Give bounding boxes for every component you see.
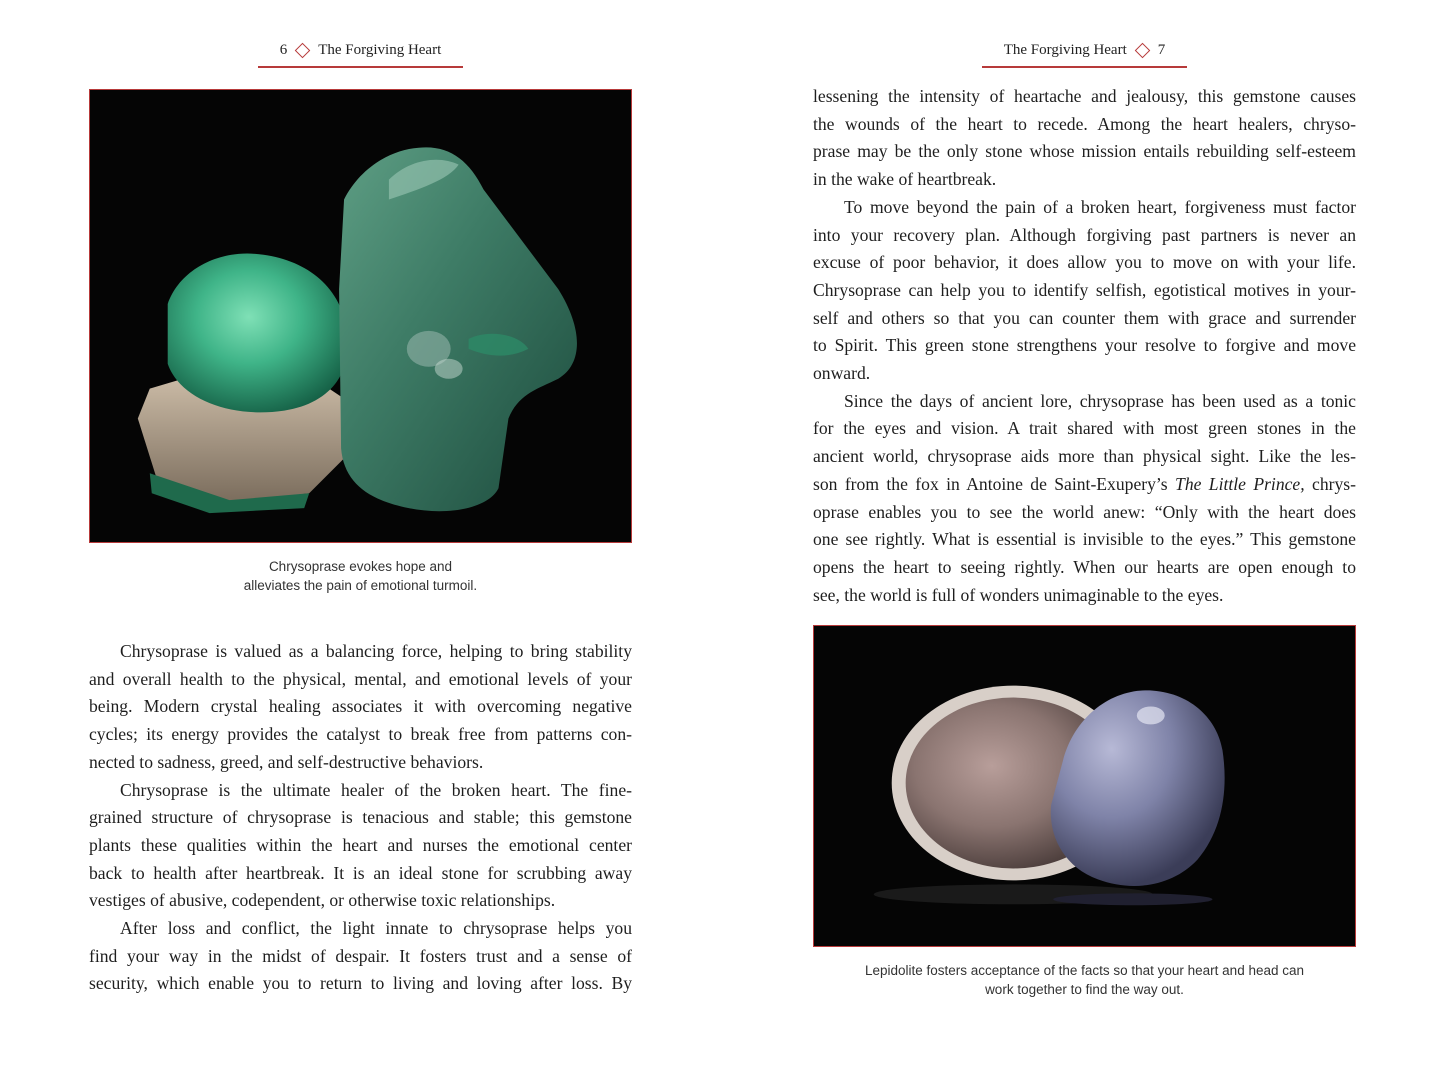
text-line: Chrysoprase is the ultimate healer of the broken heart. The fine- [120,779,632,800]
text-line: plants these qualities within the heart and nurses the emotional center [89,834,632,855]
left-running-title: The Forgiving Heart [318,41,442,58]
text-line: Since the days of ancient lore, chrysoprase has been used as a tonic [844,390,1356,411]
text-segment: chrys- [1304,473,1356,494]
text-line: into your recovery plan. Although forgiving past partners is never an [813,224,1356,245]
diamond-ornament-icon [295,42,311,58]
caption-line: work together to find the way out. [985,982,1184,997]
text-line: After loss and conflict, the light innate to chrysoprase helps you [120,918,632,939]
lepidolite-photo [813,625,1356,947]
text-line: Chrysoprase is valued as a balancing force, helping to bring stability [120,641,632,661]
text-line: Chrysoprase can help you to identify selfish, egotistical motives in your- [813,279,1356,300]
text-line: one see rightly. What is essential is invisible to the eyes.” This gemstone [813,529,1356,550]
caption-line: Chrysoprase evokes hope and [268,559,453,574]
right-running-head [982,40,1187,68]
text-line: see, the world is full of wonders unimaginable to the eyes. [813,584,1224,605]
text-line: to Spirit. This green stone strengthens your resolve to forgive and move [813,335,1356,356]
text-line: oprase enables you to see the world anew: “Only with the heart does [813,501,1356,522]
right-body-text [813,83,1356,609]
book-title: The Little Prince, [1175,473,1305,494]
left-running-head [258,40,463,68]
text-line: prase may be the only stone whose mission entails rebuilding self-esteem [813,141,1356,162]
text-line: the wounds of the heart to recede. Among the heart healers, chryso- [813,113,1356,134]
caption-line: alleviates the pain of emotional turmoil. [243,578,478,593]
text-line [813,471,1356,499]
chrysoprase-caption [89,557,632,595]
text-line: security, which enable you to return to living and loving after loss. By [89,973,632,994]
text-line: find your way in the midst of despair. It fosters trust and a sense of [89,945,632,966]
text-line: being. Modern crystal healing associates it with overcoming negative [89,696,632,717]
text-line: ancient world, chrysoprase aids more than physical sight. Like the les- [813,446,1356,467]
text-line: nected to sadness, greed, and self-destructive behaviors. [89,751,484,772]
text-line: opens the heart to seeing rightly. When our hearts are open enough to [813,556,1356,577]
right-running-title: The Forgiving Heart [1003,41,1127,58]
caption-line: Lepidolite fosters acceptance of the facts so that your heart and head can [864,963,1305,978]
text-line: onward. [813,363,871,384]
text-line: for the eyes and vision. A trait shared with most green stones in the [813,418,1356,439]
text-line: cycles; its energy provides the catalyst to break free from patterns con- [89,724,632,745]
text-segment: son from the fox in Antoine de Saint-Exupery’s [813,473,1176,494]
text-line: To move beyond the pain of a broken heart, forgiveness must factor [844,196,1356,217]
text-line: grained structure of chrysoprase is tenacious and stable; this gemstone [89,807,632,828]
text-line: back to health after heartbreak. It is an ideal stone for scrubbing away [89,862,632,883]
text-line: self and others so that you can counter them with grace and surrender [813,307,1356,328]
right-page-number: 7 [1157,41,1166,58]
text-line: lessening the intensity of heartache and jealousy, this gemstone causes [813,86,1356,106]
left-page-number: 6 [279,41,288,58]
diamond-ornament-icon [1134,42,1150,58]
left-body-text [89,638,632,998]
text-line: and overall health to the physical, mental, and emotional levels of your [89,668,632,689]
text-line: in the wake of heartbreak. [813,169,997,190]
text-line: vestiges of abusive, codependent, or otherwise toxic relationships. [89,890,556,911]
lepidolite-caption [813,961,1356,999]
chrysoprase-photo [89,89,632,543]
text-line: excuse of poor behavior, it does allow you to move on with your life. [813,252,1356,273]
